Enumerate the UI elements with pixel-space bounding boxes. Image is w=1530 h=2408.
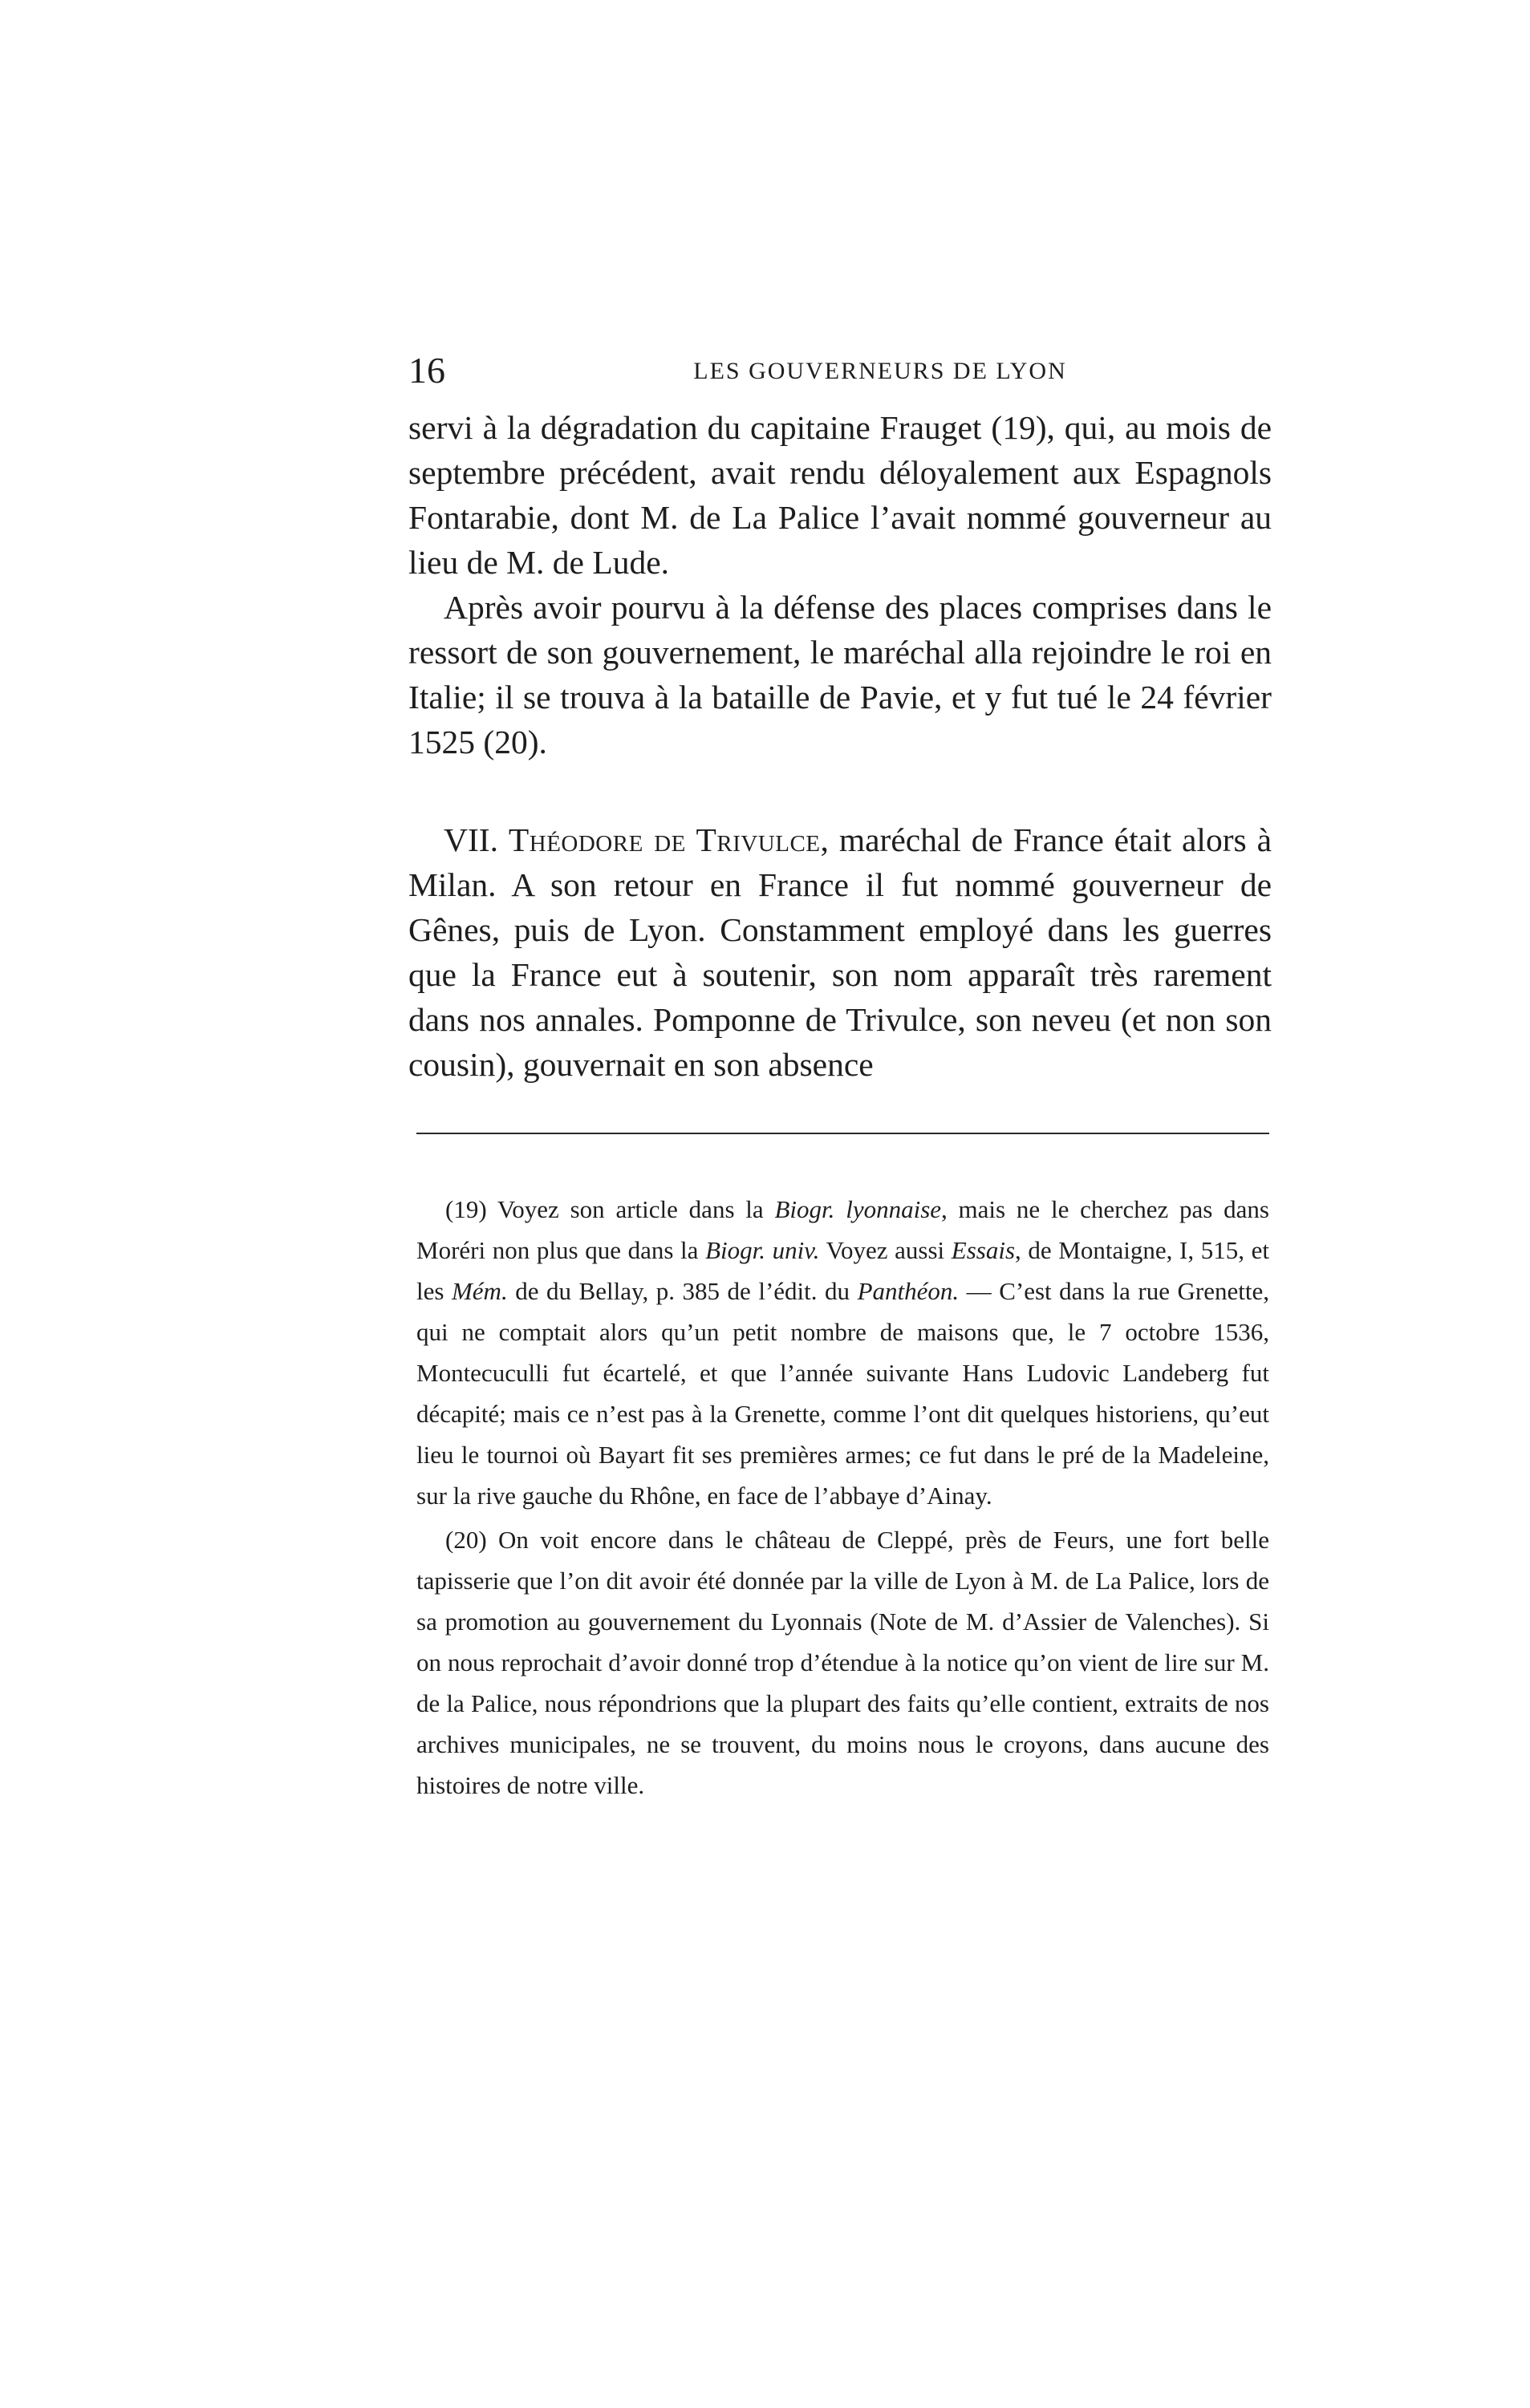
page-number: 16 [408,350,445,391]
footnote-19-italic: Panthéon. [857,1277,960,1305]
section-text: , maréchal de France était alors à Milan. A son retour en France il fut nommé gouverneur de Gênes, puis de Lyon. Constamment employé dans les guerres que la France eut à soutenir, son nom apparaît très rarement dans nos annales. Pomponne de Trivulce, son neveu (et non son cousin), gouvernait en son absence [408,821,1272,1083]
footnotes [416,1189,1269,1806]
paragraph-pavie: Après avoir pourvu à la défense des places comprises dans le ressort de son gouvernement, le maréchal alla rejoindre le roi en Italie; il se trouva à la bataille de Pavie, et y fut tué le 24 février 1525 (20). [408,589,1272,760]
footnote-divider [416,1133,1269,1134]
footnote-19-text: , mais ne le cherchez pas dans Moréri non plus que dans la [416,1195,1269,1264]
footnote-19-italic: Biogr. lyonnaise [774,1195,942,1223]
footnote-19-text: de du Bellay, p. 385 de l’édit. du [507,1277,858,1305]
page-header [408,347,1272,395]
footnote-20: (20) On voit encore dans le château de Cleppé, près de Feurs, une fort belle tapisserie que l’on dit avoir été donnée par la ville de Lyon à M. de La Palice, lors de sa promotion au gouvernement du Lyonnais (Note de M. d’Assier de Valenches). Si on nous reprochait d’avoir donné trop d’étendue à la notice qu’on vient de lire sur M. de la Palice, nous répondrions que la plupart des faits qu’elle contient, extraits de nos archives municipales, ne se trouvent, du moins nous le croyons, dans aucune des histoires de notre ville. [416,1526,1269,1799]
footnote-19-italic: Essais [951,1236,1016,1264]
main-text [408,405,1272,1087]
running-title: LES GOUVERNEURS DE LYON [693,358,1067,384]
paragraph-continuation: servi à la dégradation du capitaine Frauget (19), qui, au mois de septembre précédent, avait rendu déloyalement aux Espagnols Fontarabie, dont M. de La Palice l’avait nommé gouverneur au lieu de M. de Lude. [408,409,1272,581]
footnote-19-text: (19) Voyez son article dans la [445,1195,775,1223]
footnote-19 [416,1189,1269,1516]
footnote-19-italic: Mém. [451,1277,508,1305]
footnote-19-italic: Biogr. univ. [705,1236,820,1264]
section-name: Théodore de Trivulce [508,821,821,858]
footnote-19-text: Voyez aussi [819,1236,952,1264]
paragraph-trivulce [408,817,1272,1087]
section-numeral: VII. [444,821,498,858]
footnote-19-text: — C’est dans la rue Grenette, qui ne comptait alors qu’un petit nombre de maisons que, le 7 octobre 1536, Montecuculli fut écartelé, et que l’année suivante Hans Ludovic Landeberg fut décapité; mais ce n’est pas à la Grenette, comme l’ont dit quelques historiens, qu’eut lieu le tournoi où Bayart fit ses premières armes; ce fut dans le pré de la Madeleine, sur la rive gauche du Rhône, en face de l’abbaye d’Ainay. [416,1277,1269,1510]
footnote-19-text: , de Montaigne, I, 515, et les [416,1236,1269,1305]
